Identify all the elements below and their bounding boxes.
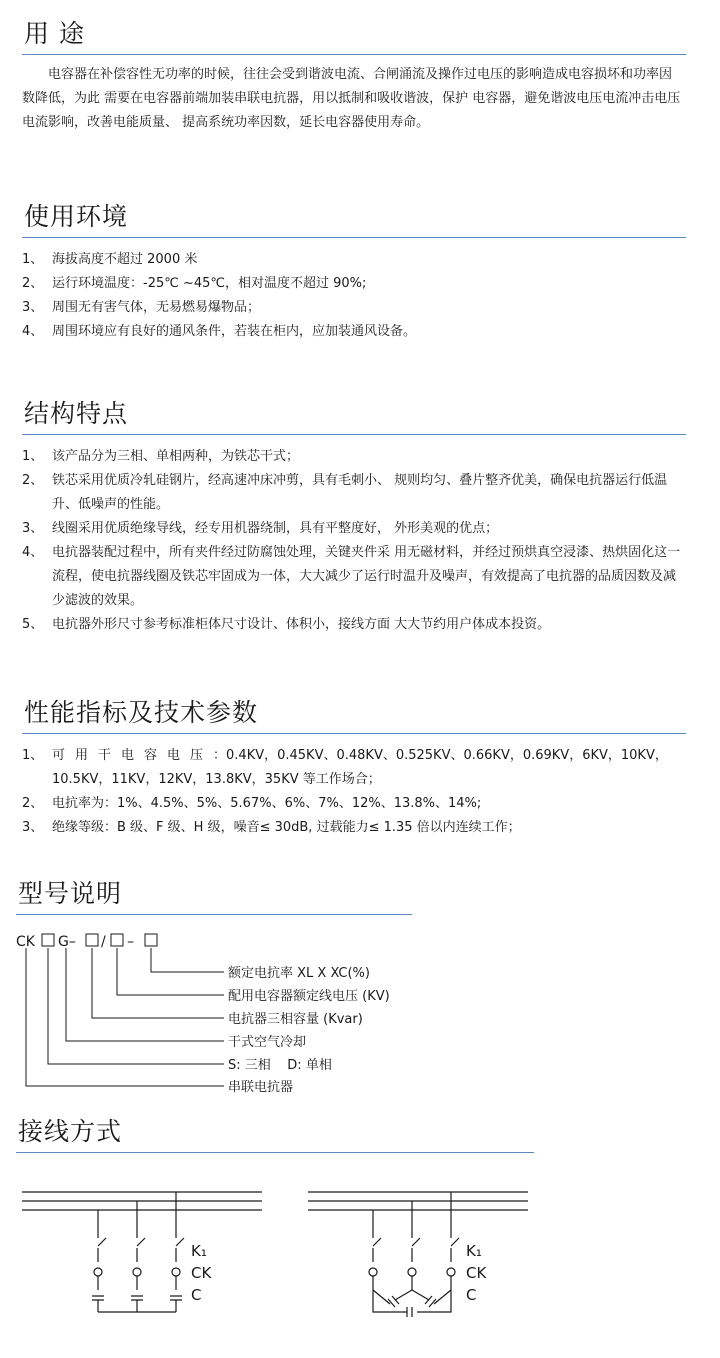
list-item: 3、 绝缘等级：B 级、F 级、H 级，噪音≤ 30dB, 过载能力≤ 1.35 倍以内连续工作； [22, 820, 521, 835]
list-item: 4、 周围环境应有良好的通风条件，若装在柜内，应加装通风设备。 [22, 324, 417, 339]
model-label: 干式空气冷却 [228, 1035, 307, 1050]
branch-left-2 [131, 1201, 145, 1312]
model-line-2 [48, 948, 224, 1064]
section-rule [22, 54, 686, 55]
legend-c: C [191, 1286, 202, 1304]
list-item: 2、 运行环境温度：-25℃ ~45℃，相对温度不超过 90%; [22, 276, 367, 291]
model-label: 配用电容器额定线电压 (KV) [228, 989, 390, 1004]
model-label: S: 三相 D: 单相 [228, 1058, 332, 1073]
model-code-ck: CK [16, 934, 35, 950]
model-code-diagram [14, 924, 434, 1094]
legend-ck: CK [191, 1264, 212, 1282]
model-line-4 [92, 948, 224, 1018]
legend-k1: K₁ [466, 1242, 482, 1260]
section-title-params: 性能指标及技术参数 [24, 698, 259, 727]
list-item: 5、 电抗器外形尺寸参考标准柜体尺寸设计、体积小，接线方面 大大节约用户体成本投资。 [22, 617, 551, 632]
list-item: 1、 海拔高度不超过 2000 米 [22, 252, 198, 267]
delta-capacitor-plates [388, 1296, 436, 1317]
environment-list [22, 248, 686, 344]
section-wiring [16, 1116, 534, 1153]
branch-right-1 [369, 1210, 381, 1290]
list-item: 1、 该产品分为三相、单相两种，为铁芯干式； [22, 449, 300, 464]
model-line-1 [26, 948, 224, 1086]
section-title-model: 型号说明 [18, 879, 123, 908]
model-label: 电抗器三相容量 (Kvar) [228, 1012, 363, 1027]
section-usage [22, 18, 686, 135]
section-title-environment: 使用环境 [24, 202, 129, 231]
list-item: 4、 电抗器装配过程中，所有夹件经过防腐蚀处理，关键夹件采 用无磁材料，并经过预烘真空浸漆、热烘固化这一流程，使电抗器线圈及铁芯牢固成为一体，大大减少了运行时温升及噪声，有效提高了电抗器的品质因数及减少滤波的效果。 [22, 545, 681, 608]
section-params [22, 697, 686, 840]
list-item: 1、 可用干电容电压：0.4KV，0.45KV、0.48KV、0.525KV、0.66KV，0.69KV，6KV，10KV，10.5KV，11KV，12KV，13.8KV，35KV 等工作场合； [22, 748, 668, 787]
model-line-6 [151, 948, 224, 972]
branch-left-1 [92, 1210, 106, 1312]
section-environment [22, 201, 686, 344]
usage-paragraph: 电容器在补偿容性无功率的时候，往往会受到谐波电流、合闸涌流及操作过电压的影响造成电容损坏和功率因数降低，为此 需要在电容器前端加装串联电抗器，用以抵制和吸收谐波，保护 电容器，避免谐波电压电流冲击电压电流影响，改善电能质量、 提高系统功率因数，延长电容器使用寿命。 [22, 67, 681, 130]
legend-ck: CK [466, 1264, 487, 1282]
wiring-diagram [0, 1178, 720, 1358]
legend-k1: K₁ [191, 1242, 207, 1260]
section-rule [22, 237, 686, 238]
model-label: 串联电抗器 [228, 1080, 294, 1094]
section-title-usage: 用 途 [24, 19, 85, 48]
section-rule [16, 1152, 534, 1153]
section-rule [22, 733, 686, 734]
model-label: 额定电抗率 XL X XC(%) [228, 966, 370, 981]
model-code-slash: / [101, 934, 106, 950]
legend-c: C [466, 1286, 477, 1304]
branch-right-2 [408, 1201, 420, 1290]
model-code-g: G– [58, 934, 76, 950]
model-code-dash: – [127, 934, 134, 950]
section-title-wiring: 接线方式 [18, 1117, 123, 1146]
model-code-box [111, 934, 123, 946]
section-title-structure: 结构特点 [24, 399, 129, 428]
section-rule [16, 914, 412, 915]
section-structure [22, 398, 686, 637]
model-code-box [145, 934, 157, 946]
section-model [16, 878, 412, 915]
params-list [22, 744, 686, 840]
list-item: 2、 铁芯采用优质冷轧硅钢片，经高速冲床冲剪，具有毛刺小、 规则均匀、叠片整齐优美，确保电抗器运行低温升、低噪声的性能。 [22, 473, 668, 512]
list-item: 3、 周围无有害气体，无易燃易爆物品； [22, 300, 261, 315]
model-code-box [42, 934, 54, 946]
model-code-box [86, 934, 98, 946]
list-item: 2、 电抗率为：1%、4.5%、5%、5.67%、6%、7%、12%、13.8%、14%; [22, 796, 482, 811]
list-item: 3、 线圈采用优质绝缘导线，经专用机器绕制，具有平整度好， 外形美观的优点； [22, 521, 499, 536]
branch-right-3 [447, 1192, 459, 1290]
structure-list [22, 445, 686, 637]
section-rule [22, 434, 686, 435]
